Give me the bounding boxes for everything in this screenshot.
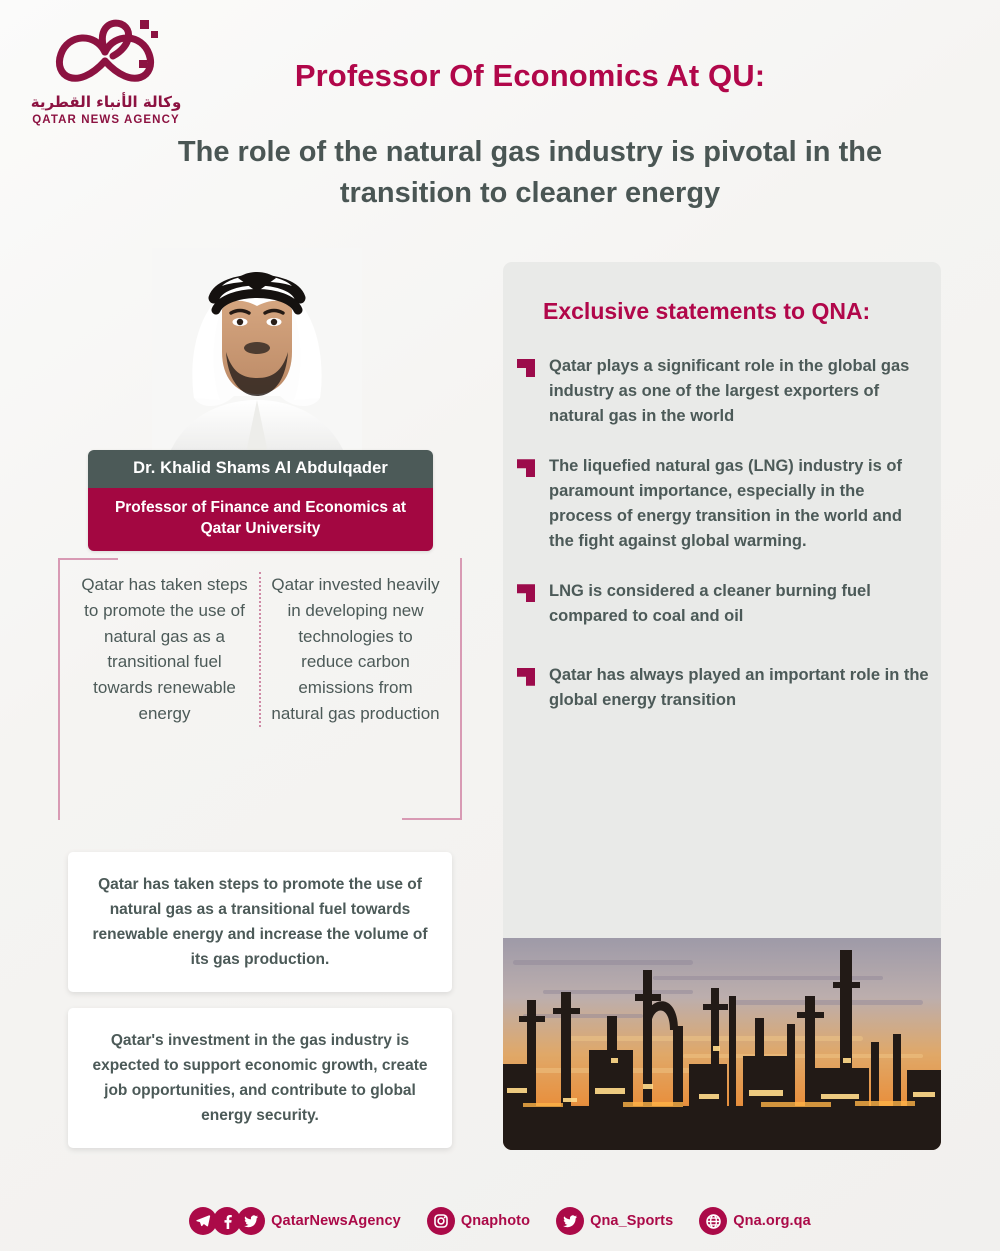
twitter-icon[interactable] <box>556 1207 584 1235</box>
social-group-instagram <box>427 1207 530 1235</box>
list-item <box>517 663 937 713</box>
refinery-image <box>503 938 941 1150</box>
quote-column-1: Qatar has taken steps to promote the use of natural gas as a transitional fuel towards renewable energy <box>70 572 261 727</box>
page-title: The role of the natural gas industry is pivotal in the transition to cleaner energy <box>177 136 883 210</box>
social-label[interactable]: Qna.org.qa <box>733 1213 811 1229</box>
social-label[interactable]: Qna_Sports <box>590 1213 674 1229</box>
statement-text: LNG is considered a cleaner burning fuel compared to coal and oil <box>549 582 871 625</box>
list-item <box>517 579 937 629</box>
bracket-bottom-right-corner <box>402 764 462 820</box>
list-item <box>517 454 937 553</box>
quote-column-2: Qatar invested heavily in developing new technologies to reduce carbon emissions from natural gas production <box>271 575 440 724</box>
statement-text: The liquefied natural gas (LNG) industry is of paramount importance, especially in the process of energy transition in the world and the fight against global warming. <box>549 457 902 550</box>
instagram-icon[interactable] <box>427 1207 455 1235</box>
globe-icon[interactable] <box>699 1207 727 1235</box>
speaker-name: Dr. Khalid Shams Al Abdulqader <box>88 450 433 488</box>
logo-arabic-text: وكالة الأنباء القطرية <box>30 93 182 111</box>
social-group-website <box>699 1207 811 1235</box>
speaker-role: Professor of Finance and Economics at Qatar University <box>88 488 433 551</box>
page-kicker: Professor Of Economics At QU: <box>294 58 766 93</box>
statement-text: Qatar has always played an important role in the global energy transition <box>549 665 929 709</box>
qna-atom-logo-icon <box>47 14 165 92</box>
social-group-sports <box>556 1207 673 1235</box>
portrait-photo <box>152 248 362 480</box>
statements-list <box>517 354 937 738</box>
social-label[interactable]: Qnaphoto <box>460 1213 531 1229</box>
twitter-icon[interactable] <box>237 1207 265 1235</box>
panel-title: Exclusive statements to QNA: <box>543 298 871 324</box>
logo-english-text: QATAR NEWS AGENCY <box>32 113 180 126</box>
corner-bullet-icon <box>517 668 535 686</box>
speaker-badge <box>88 450 433 551</box>
social-label[interactable]: QatarNewsAgency <box>271 1213 401 1229</box>
corner-bullet-icon <box>517 459 535 477</box>
callout-card-2: Qatar's investment in the gas industry is expected to support economic growth, create job opportunities, and contribute to global energy security. <box>68 1008 452 1148</box>
callout-card-1: Qatar has taken steps to promote the use of natural gas as a transitional fuel towards renewable energy and increase the volume of its gas production. <box>68 852 452 992</box>
refinery-at-sunset-photo <box>503 938 941 1150</box>
social-footer <box>0 1207 1000 1235</box>
statement-text: Qatar plays a significant role in the global gas industry as one of the largest exporters of natural gas in the world <box>549 357 910 425</box>
speaker-portrait <box>152 248 362 480</box>
list-item <box>517 354 937 428</box>
social-group-main <box>189 1207 401 1235</box>
corner-bullet-icon <box>517 359 535 377</box>
qna-logo <box>26 14 186 126</box>
corner-bullet-icon <box>517 584 535 602</box>
dual-quote-block <box>70 572 450 727</box>
